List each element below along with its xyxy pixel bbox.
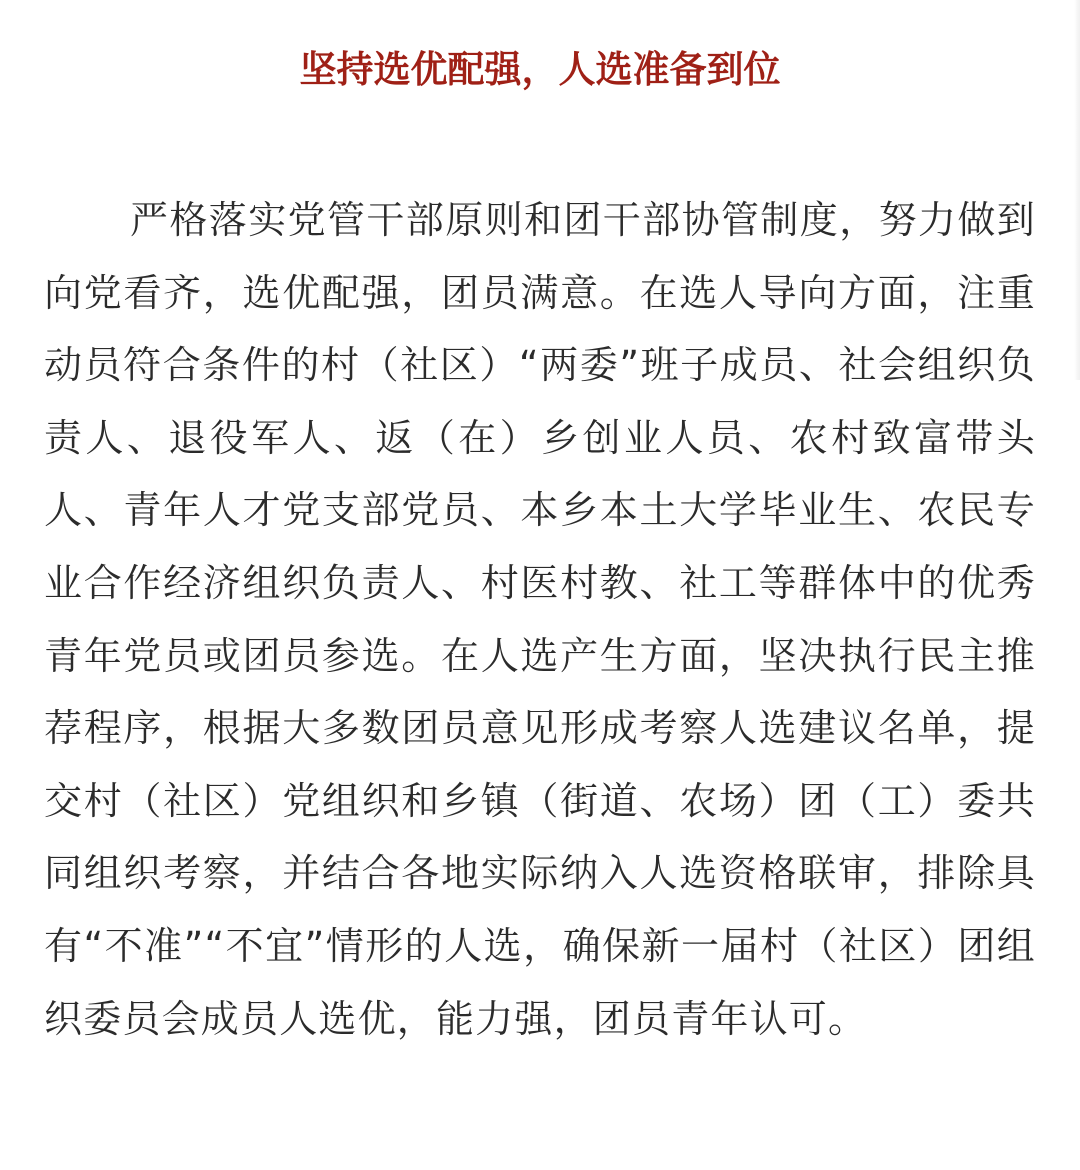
article-paragraph: 严格落实党管干部原则和团干部协管制度，努力做到向党看齐，选优配强，团员满意。在选人导向方面，注重动员符合条件的村（社区）“两委”班子成员、社会组织负责人、退役军人、返（在）乡创业人员、农村致富带头人、青年人才党支部党员、本乡本土大学毕业生、农民专业合作经济组织负责人、村医村教、社工等群体中的优秀青年党员或团员参选。在人选产生方面，坚决执行民主推荐程序，根据大多数团员意见形成考察人选建议名单，提交村（社区）党组织和乡镇（街道、农场）团（工）委共同组织考察，并结合各地实际纳入人选资格联审，排除具有“不准”“不宜”情形的人选，确保新一届村（社区）团组织委员会成员人选优，能力强，团员青年认可。 bbox=[44, 198, 1036, 1041]
section-heading: 坚持选优配强，人选准备到位 bbox=[299, 48, 781, 91]
page-scroll-shadow bbox=[1074, 0, 1080, 380]
